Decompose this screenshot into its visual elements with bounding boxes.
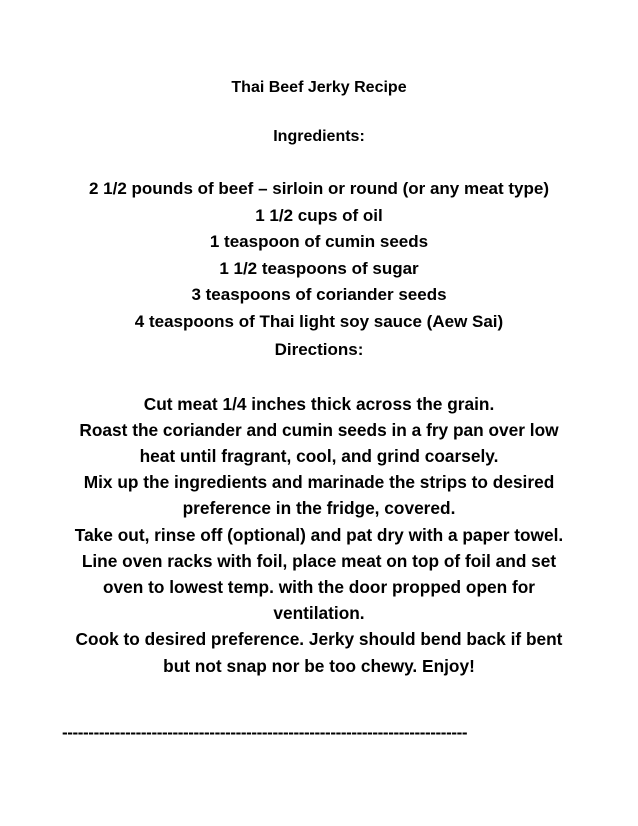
direction-step: Take out, rinse off (optional) and pat dry with a paper towel. [74, 524, 564, 545]
directions-heading: Directions: [274, 339, 364, 359]
ingredient-item: 2 1/2 pounds of beef – sirloin or round (or any meat type) [88, 179, 549, 198]
direction-step: Cook to desired preference. Jerky should bend back if bent but not snap nor be too chewy. Enjoy! [75, 629, 563, 676]
dashed-divider: ----------------------------------------------------------------------------- [62, 723, 468, 742]
ingredient-item: 3 teaspoons of coriander seeds [191, 285, 447, 305]
direction-step: Mix up the ingredients and marinade the strips to desired preference in the fridge, covered. [83, 472, 555, 519]
direction-step: Cut meat 1/4 inches thick across the grain. [143, 393, 495, 414]
recipe-body [60, 77, 578, 679]
ingredient-item: 1 teaspoon of cumin seeds [209, 232, 429, 252]
directions-list [60, 391, 578, 679]
ingredient-item: 4 teaspoons of Thai light soy sauce (Aew Sai) [134, 311, 504, 331]
ingredients-list [60, 176, 578, 336]
ingredients-heading: Ingredients: [273, 128, 365, 145]
recipe-title: Thai Beef Jerky Recipe [231, 79, 407, 96]
direction-step: Roast the coriander and cumin seeds in a fry pan over low heat until fragrant, cool, and grind coarsely. [79, 419, 559, 466]
ingredient-item: 1 1/2 teaspoons of sugar [219, 258, 419, 278]
direction-step: Line oven racks with foil, place meat on top of foil and set oven to lowest temp. with the door propped open for ventilation. [81, 550, 557, 624]
ingredient-item: 1 1/2 cups of oil [255, 205, 383, 225]
